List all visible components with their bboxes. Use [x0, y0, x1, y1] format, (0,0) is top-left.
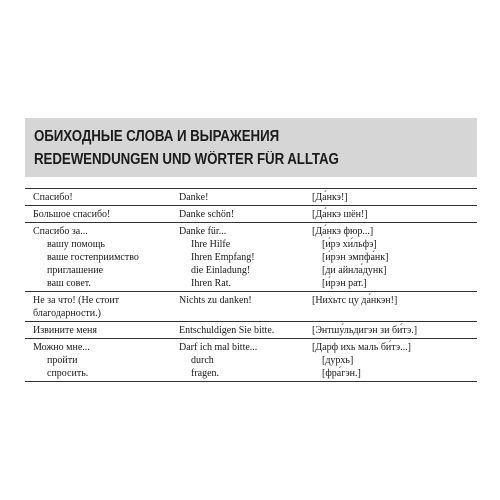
transcription: [и́рэн эмпфа́нк] [322, 252, 389, 263]
russian-phrase: Не за что! (Не стоит благодарности.) [33, 295, 120, 319]
phrase-row [25, 277, 477, 290]
title-band [25, 118, 477, 177]
russian-phrase: Спасибо! [33, 192, 73, 203]
phrase-row [25, 238, 477, 251]
russian-phrase: Извините меня [33, 325, 97, 336]
phrase-row [25, 225, 477, 238]
german-phrase: Ihren Empfang! [191, 252, 255, 263]
phrase-row [25, 354, 477, 367]
transcription: [Да́нкэ фюр...] [312, 226, 374, 237]
phrase-row [25, 264, 477, 277]
german-phrase: Danke! [179, 192, 209, 203]
russian-phrase: пройти [47, 355, 78, 366]
phrase-group [25, 206, 477, 223]
phrase-row [25, 341, 477, 354]
transcription: [Да́нкэ!] [312, 192, 348, 203]
phrase-group [25, 292, 477, 322]
phrase-row [25, 208, 477, 221]
transcription: [Да́нкэ шён!] [312, 209, 368, 220]
transcription: [дурхь] [322, 355, 354, 366]
german-phrase: Darf ich mal bitte... [179, 342, 258, 353]
transcription: [и́рэ хи́льфэ] [322, 239, 377, 250]
phrase-row [25, 294, 477, 320]
russian-phrase: спросить. [47, 368, 89, 379]
german-phrase: Danke schön! [179, 209, 235, 220]
russian-phrase: ваше гостеприимство [47, 252, 139, 263]
german-phrase: durch [191, 355, 214, 366]
russian-phrase: Большое спасибо! [33, 209, 111, 220]
phrase-group [25, 223, 477, 292]
phrase-row [25, 367, 477, 380]
transcription: [Дарф ихь маль би́тэ...] [312, 342, 411, 353]
transcription: [фра́гэн.] [322, 368, 361, 379]
phrase-row [25, 324, 477, 337]
phrase-group [25, 322, 477, 339]
german-phrase: Nichts zu danken! [179, 295, 252, 306]
transcription: [ди айнла́дунк] [322, 265, 387, 276]
phrase-group [25, 339, 477, 382]
transcription: [и́рэн рат.] [322, 278, 367, 289]
phrase-row [25, 191, 477, 204]
russian-phrase: вашу помощь [47, 239, 105, 250]
german-phrase: die Einladung! [191, 265, 251, 276]
german-phrase: Ihren Rat. [191, 278, 231, 289]
transcription: [Нихьтс цу да́нкэн!] [312, 295, 398, 306]
phrase-table [25, 188, 477, 382]
german-phrase: Ihre Hilfe [191, 239, 231, 250]
russian-phrase: приглашение [47, 265, 104, 276]
title-russian: ОБИХОДНЫЕ СЛОВА И ВЫРАЖЕНИЯ [34, 128, 280, 145]
german-phrase: Entschuldigen Sie bitte. [179, 325, 275, 336]
german-phrase: Danke für... [179, 226, 227, 237]
title-german: REDEWENDUNGEN UND WÖRTER FÜR ALLTAG [34, 151, 339, 168]
phrase-row [25, 251, 477, 264]
phrase-group [25, 189, 477, 206]
russian-phrase: Можно мне... [33, 342, 90, 353]
russian-phrase: Спасибо за... [33, 226, 88, 237]
transcription: [Энтшу́льдигэн зи би́тэ.] [312, 325, 418, 336]
german-phrase: fragen. [191, 368, 220, 379]
russian-phrase: ваш совет. [47, 278, 91, 289]
